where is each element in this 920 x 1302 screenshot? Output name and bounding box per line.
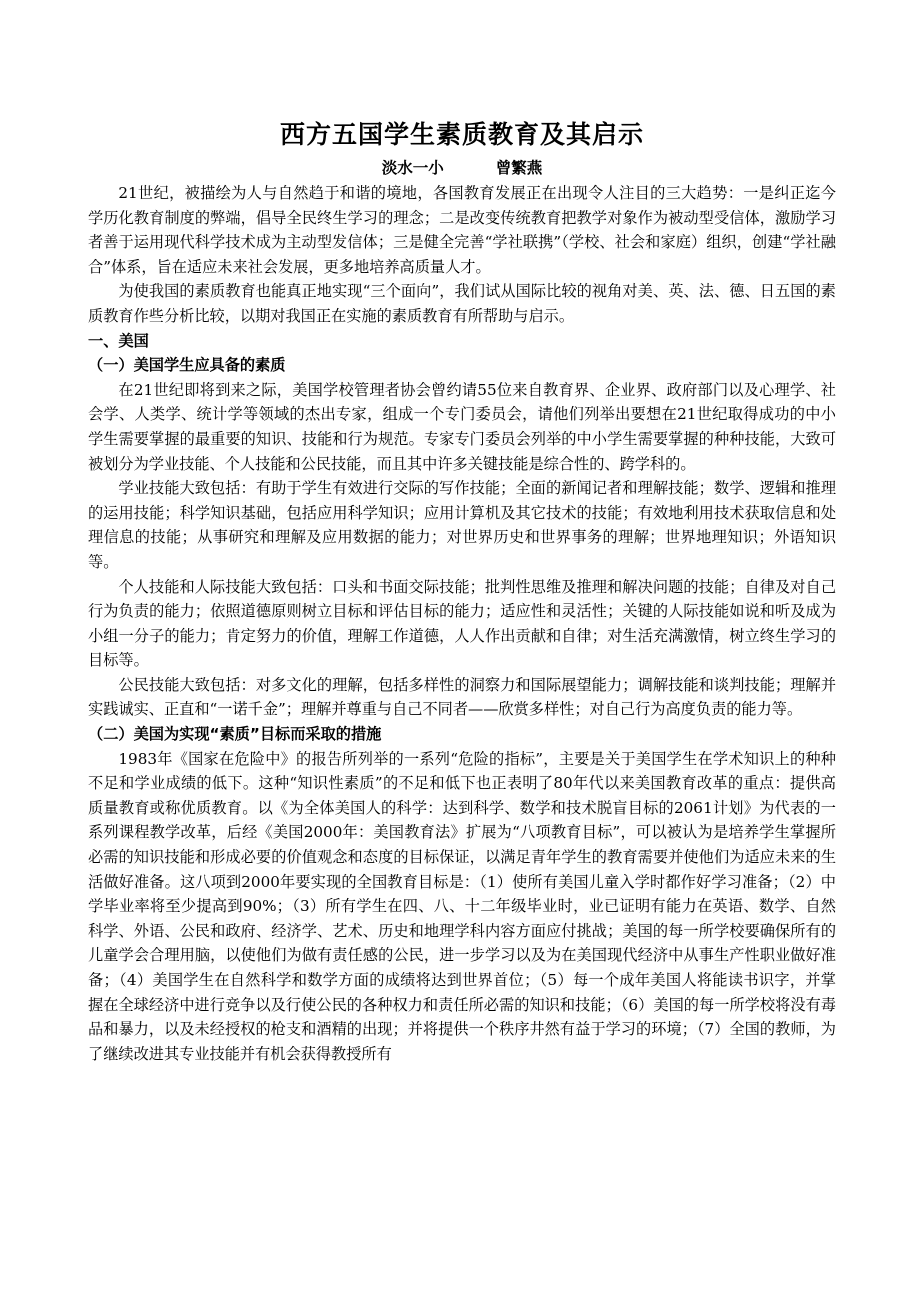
body-paragraph: 在21世纪即将到来之际，美国学校管理者协会曾约请55位来自教育界、企业界、政府部门以及心理学、社会学、人类学、统计学等领域的杰出专家，组成一个专门委员会，请他们列举出要想在21世纪取得成功的中小学生需要掌握的最重要的知识、技能和行为规范。专家专门委员会列举的中小学生需要掌握的种种技能，大致可被划分为学业技能、个人技能和公民技能，而且其中许多关键技能是综合性的、跨学科的。 (88, 380, 836, 473)
body-paragraph: 学业技能大致包括：有助于学生有效进行交际的写作技能；全面的新闻记者和理解技能；数学、逻辑和推理的运用技能；科学知识基础，包括应用科学知识；应用计算机及其它技术的技能；有效地利用技术获取信息和处理信息的技能；从事研究和理解及应用数据的能力；对世界历史和世界事务的理解；世界地理知识；外语知识等。 (88, 479, 836, 571)
byline (88, 155, 836, 181)
author-name: 曾繁燕 (495, 159, 543, 177)
body-paragraph: 1983年《国家在危险中》的报告所列举的一系列“危险的指标”，主要是关于美国学生在学术知识上的种种不足和学业成绩的低下。这种“知识性素质”的不足和低下也正表明了80年代以来美国教育改革的重点：提供高质量教育或称优质教育。以《为全体美国人的科学：达到科学、数学和技术脱盲目标的2061计划》为代表的一系列课程教学改革，后经《美国2000年：美国教育法》扩展为“八项教育目标”，可以被认为是培养学生掌握所必需的知识技能和形成必要的价值观念和态度的目标保证，以满足青年学生的教育需要并使他们为适应未来的生活做好准备。这八项到2000年要实现的全国教育目标是：（1）使所有美国儿童入学时都作好学习准备；（2）中学毕业率将至少提高到90%；（3）所有学生在四、八、十二年级毕业时，业已证明有能力在英语、数学、自然科学、外语、公民和政府、经济学、艺术、历史和地理学科内容方面应付挑战；美国的每一所学校要确保所有的儿童学会合理用脑，以使他们为做有责任感的公民，进一步学习以及为在美国现代经济中从事生产性职业做好准备；（4）美国学生在自然科学和数学方面的成绩将达到世界首位；（5）每一个成年美国人将能读书识字，并掌握在全球经济中进行竞争以及行使公民的各种权力和责任所必需的知识和技能；（6）美国的每一所学校将没有毒品和暴力，以及未经授权的枪支和酒精的出现；并将提供一个秩序井然有益于学习的环境；（7）全国的教师，为了继续改进其专业技能并有机会获得教授所有 (88, 749, 836, 1063)
section-heading-usa: 一、美国 (88, 331, 149, 350)
subsection-heading-qualities: （一）美国学生应具备的素质 (88, 356, 286, 375)
document-page (88, 115, 836, 1066)
subsection-heading-measures: （二）美国为实现“素质”目标而采取的措施 (88, 725, 382, 744)
school-name: 淡水一小 (381, 159, 444, 177)
body-paragraph: 公民技能大致包括：对多文化的理解，包括多样性的洞察力和国际展望能力；调解技能和谈判技能；理解并实践诚实、正直和“一诺千金”；理解并尊重与自己不同者——欣赏多样性；对自己行为高度负责的能力等。 (88, 675, 836, 719)
document-title: 西方五国学生素质教育及其启示 (279, 120, 644, 149)
intro-paragraph: 为使我国的素质教育也能真正地实现“三个面向”，我们试从国际比较的视角对美、英、法、德、日五国的素质教育作些分析比较，以期对我国正在实施的素质教育有所帮助与启示。 (88, 282, 836, 325)
intro-paragraph: 21世纪，被描绘为人与自然趋于和谐的境地，各国教育发展正在出现令人注目的三大趋势：一是纠正迄今学历化教育制度的弊端，倡导全民终生学习的理念；二是改变传统教育把教学对象作为被动型受信体，激励学习者善于运用现代科学技术成为主动型发信体；三是健全完善“学社联携”（学校、社会和家庭）组织，创建“学社融合”体系，旨在适应未来社会发展，更多地培养高质量人才。 (88, 184, 836, 276)
body-paragraph: 个人技能和人际技能大致包括：口头和书面交际技能；批判性思维及推理和解决问题的技能；自律及对自己行为负责的能力；依照道德原则树立目标和评估目标的能力；适应性和灵活性；关键的人际技能如说和听及成为小组一分子的能力；肯定努力的价值，理解工作道德，人人作出贡献和自律；对生活充满激情，树立终生学习的目标等。 (88, 577, 836, 670)
